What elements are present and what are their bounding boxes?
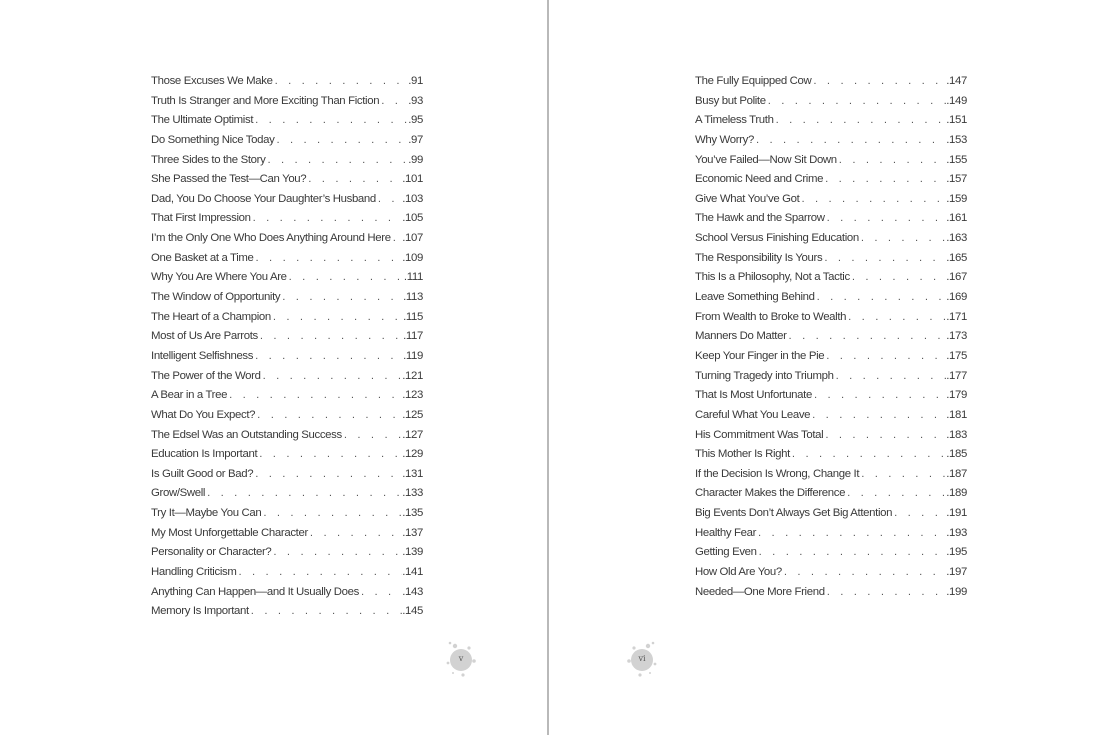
- toc-entry-page-number: .147: [946, 75, 967, 87]
- toc-entry-title: The Window of Opportunity: [151, 291, 281, 304]
- dot-leader: [227, 386, 402, 406]
- toc-entry-title: His Commitment Was Total: [695, 428, 824, 441]
- page-folio-right: [624, 640, 660, 680]
- toc-entry-title: Big Events Don’t Always Get Big Attention: [695, 507, 893, 520]
- toc-entry[interactable]: [695, 72, 967, 92]
- toc-entry-page-number: .191: [946, 507, 967, 520]
- toc-entry-page-number: .97: [408, 133, 423, 146]
- toc-entry[interactable]: [151, 445, 423, 465]
- toc-entry[interactable]: [151, 465, 423, 485]
- toc-entry-title: I’m the Only One Who Does Anything Around Here: [151, 232, 391, 245]
- page-number: vi: [638, 654, 646, 663]
- dot-leader: [308, 524, 402, 544]
- dot-leader: [271, 543, 402, 563]
- toc-entry-page-number: .163: [946, 232, 967, 245]
- toc-entry[interactable]: [151, 524, 423, 544]
- toc-entry-page-number: .169: [946, 291, 967, 304]
- toc-entry[interactable]: [151, 386, 423, 406]
- toc-entry-page-number: .107: [402, 232, 423, 245]
- dot-leader: [834, 367, 947, 387]
- toc-entry-page-number: .95: [408, 114, 423, 127]
- dot-leader: [280, 288, 403, 308]
- toc-entry-page-number: .157: [946, 173, 967, 186]
- toc-entry-page-number: .125: [402, 408, 423, 421]
- toc-entry[interactable]: [695, 543, 967, 563]
- dot-leader: [787, 327, 947, 347]
- toc-entry-page-number: .145: [402, 605, 423, 618]
- dot-leader: [790, 445, 946, 465]
- toc-entry-title: How Old Are You?: [695, 566, 782, 579]
- toc-entry-title: Those Excuses We Make: [151, 75, 273, 87]
- toc-entry-page-number: .173: [946, 330, 967, 343]
- toc-entry-title: Do Something Nice Today: [151, 133, 275, 146]
- page-folio-left: [443, 640, 479, 680]
- toc-entry-page-number: .105: [402, 212, 423, 225]
- toc-entry[interactable]: [151, 111, 423, 131]
- dot-leader: [287, 268, 404, 288]
- toc-entry-title: My Most Unforgettable Character: [151, 526, 308, 539]
- toc-entry[interactable]: [695, 445, 967, 465]
- toc-entry-page-number: .141: [402, 566, 423, 579]
- toc-list-right: [695, 72, 967, 602]
- toc-entry-title: Why You Are Where You Are: [151, 271, 287, 284]
- dot-leader: [757, 543, 947, 563]
- toc-entry[interactable]: [151, 268, 423, 288]
- toc-entry-title: That Is Most Unfortunate: [695, 389, 812, 402]
- toc-entry-title: Give What You’ve Got: [695, 192, 800, 205]
- toc-entry-page-number: .137: [402, 526, 423, 539]
- toc-entry-title: Dad, You Do Choose Your Daughter’s Husband: [151, 192, 376, 205]
- toc-entry-page-number: .179: [946, 389, 967, 402]
- dot-leader: [251, 209, 403, 229]
- toc-entry-page-number: .177: [946, 369, 967, 382]
- toc-entry[interactable]: [151, 484, 423, 504]
- toc-entry-title: The Heart of a Champion: [151, 310, 271, 323]
- toc-entry-page-number: .155: [946, 153, 967, 166]
- dot-leader: [859, 465, 946, 485]
- toc-entry[interactable]: [695, 268, 967, 288]
- toc-entry[interactable]: [695, 209, 967, 229]
- toc-entry-page-number: .131: [402, 467, 423, 480]
- toc-entry[interactable]: [151, 229, 423, 249]
- dot-leader: [265, 151, 408, 171]
- toc-entry-page-number: .159: [946, 192, 967, 205]
- toc-entry-title: Most of Us Are Parrots: [151, 330, 258, 343]
- toc-entry-title: Keep Your Finger in the Pie: [695, 349, 825, 362]
- toc-entry-page-number: .113: [403, 291, 423, 304]
- toc-entry-title: Busy but Polite: [695, 94, 766, 107]
- toc-entry-page-number: .91: [408, 75, 423, 87]
- dot-leader: [799, 190, 946, 210]
- dot-leader: [810, 406, 946, 426]
- toc-entry-page-number: .99: [408, 153, 423, 166]
- toc-entry[interactable]: [151, 327, 423, 347]
- toc-entry-title: Three Sides to the Story: [151, 153, 266, 166]
- dot-leader: [824, 347, 946, 367]
- toc-entry-title: She Passed the Test—Can You?: [151, 173, 307, 186]
- toc-entry-title: Is Guilt Good or Bad?: [151, 467, 254, 480]
- toc-entry[interactable]: [695, 484, 967, 504]
- toc-entry[interactable]: [151, 426, 423, 446]
- toc-entry-page-number: .187: [946, 467, 967, 480]
- toc-entry[interactable]: [151, 92, 423, 112]
- dot-leader: [845, 484, 946, 504]
- toc-entry-page-number: .181: [946, 408, 967, 421]
- dot-leader: [782, 563, 946, 583]
- toc-entry-title: You’ve Failed—Now Sit Down: [695, 153, 837, 166]
- toc-entry[interactable]: [151, 347, 423, 367]
- dot-leader: [811, 72, 946, 92]
- toc-entry[interactable]: [151, 209, 423, 229]
- toc-entry[interactable]: [695, 229, 967, 249]
- toc-entry-page-number: .135: [402, 507, 423, 520]
- toc-entry-title: Healthy Fear: [695, 526, 757, 539]
- toc-entry-title: Intelligent Selfishness: [151, 349, 254, 362]
- toc-entry[interactable]: [695, 111, 967, 131]
- toc-entry-title: From Wealth to Broke to Wealth: [695, 310, 847, 323]
- dot-leader: [837, 151, 946, 171]
- toc-entry-title: The Ultimate Optimist: [151, 114, 254, 127]
- dot-leader: [236, 563, 402, 583]
- toc-entry[interactable]: [695, 563, 967, 583]
- toc-entry[interactable]: [695, 406, 967, 426]
- toc-entry[interactable]: [695, 367, 967, 387]
- dot-leader: [850, 268, 946, 288]
- toc-entry[interactable]: [695, 190, 967, 210]
- toc-entry-page-number: .117: [403, 330, 423, 343]
- toc-entry-page-number: .151: [946, 114, 967, 127]
- toc-entry-title: Grow/Swell: [151, 487, 206, 500]
- toc-entry[interactable]: [151, 170, 423, 190]
- toc-entry-page-number: .171: [946, 310, 967, 323]
- toc-entry-title: Getting Even: [695, 546, 757, 559]
- dot-leader: [812, 386, 946, 406]
- toc-entry[interactable]: [151, 190, 423, 210]
- toc-entry-title: Manners Do Matter: [695, 330, 787, 343]
- toc-entry-title: What Do You Expect?: [151, 408, 256, 421]
- toc-entry-page-number: .127: [402, 428, 423, 441]
- toc-entry-page-number: .119: [403, 349, 423, 362]
- toc-entry-page-number: .161: [946, 212, 967, 225]
- toc-entry-title: Turning Tragedy into Triumph: [695, 369, 834, 382]
- page-number: v: [458, 654, 464, 663]
- left-page: [0, 0, 547, 735]
- toc-entry-page-number: .193: [946, 526, 967, 539]
- toc-entry-title: That First Impression: [151, 212, 251, 225]
- toc-entry[interactable]: [151, 131, 423, 151]
- toc-entry-title: Anything Can Happen—and It Usually Does: [151, 585, 359, 598]
- dot-leader: [205, 484, 402, 504]
- toc-entry[interactable]: [151, 151, 423, 171]
- dot-leader: [376, 190, 402, 210]
- toc-entry[interactable]: [151, 504, 423, 524]
- dot-leader: [391, 229, 403, 249]
- toc-entry-page-number: .195: [946, 546, 967, 559]
- toc-entry[interactable]: [695, 504, 967, 524]
- toc-entry-page-number: .103: [402, 192, 423, 205]
- dot-leader: [253, 347, 403, 367]
- toc-entry-title: The Power of the Word: [151, 369, 261, 382]
- toc-entry-page-number: .185: [946, 448, 967, 461]
- dot-leader: [756, 524, 946, 544]
- toc-entry-page-number: .111: [403, 271, 423, 284]
- toc-entry-page-number: .121: [402, 369, 423, 382]
- toc-entry[interactable]: [695, 308, 967, 328]
- toc-entry-page-number: .189: [946, 487, 967, 500]
- toc-entry-page-number: .167: [946, 271, 967, 284]
- toc-entry-title: Education Is Important: [151, 448, 258, 461]
- toc-entry[interactable]: [151, 72, 423, 92]
- dot-leader: [306, 170, 402, 190]
- toc-entry-title: A Timeless Truth: [695, 114, 774, 127]
- toc-entry[interactable]: [151, 367, 423, 387]
- dot-leader: [774, 111, 947, 131]
- toc-entry[interactable]: [695, 426, 967, 446]
- dot-leader: [258, 327, 403, 347]
- toc-entry-title: This Is a Philosophy, Not a Tactic: [695, 271, 850, 284]
- toc-entry-title: Economic Need and Crime: [695, 173, 824, 186]
- toc-entry-page-number: .123: [402, 389, 423, 402]
- toc-entry-page-number: .183: [946, 428, 967, 441]
- dot-leader: [253, 111, 408, 131]
- dot-leader: [261, 504, 402, 524]
- dot-leader: [825, 209, 947, 229]
- toc-entry[interactable]: [695, 583, 967, 603]
- dot-leader: [249, 602, 402, 622]
- toc-entry-page-number: .139: [402, 546, 423, 559]
- dot-leader: [823, 170, 946, 190]
- dot-leader: [379, 92, 408, 112]
- dot-leader: [892, 504, 946, 524]
- toc-entry-page-number: .143: [402, 585, 423, 598]
- toc-entry-page-number: .197: [946, 566, 967, 579]
- toc-entry-page-number: .101: [402, 173, 423, 186]
- toc-entry[interactable]: [151, 288, 423, 308]
- toc-entry[interactable]: [151, 308, 423, 328]
- dot-leader: [254, 249, 403, 269]
- dot-leader: [253, 465, 402, 485]
- toc-entry-title: The Edsel Was an Outstanding Success: [151, 428, 342, 441]
- toc-entry-title: A Bear in a Tree: [151, 389, 228, 402]
- toc-entry-page-number: .115: [403, 310, 423, 323]
- dot-leader: [815, 288, 947, 308]
- toc-entry-page-number: .165: [946, 251, 967, 264]
- toc-entry[interactable]: [695, 288, 967, 308]
- dot-leader: [257, 445, 402, 465]
- toc-entry-title: Character Makes the Difference: [695, 487, 846, 500]
- toc-entry-page-number: .93: [408, 94, 423, 107]
- dot-leader: [274, 131, 408, 151]
- toc-entry-title: The Responsibility Is Yours: [695, 251, 823, 264]
- dot-leader: [261, 367, 403, 387]
- toc-entry[interactable]: [695, 465, 967, 485]
- toc-entry-title: The Fully Equipped Cow: [695, 75, 812, 87]
- toc-entry[interactable]: [695, 386, 967, 406]
- toc-entry[interactable]: [151, 249, 423, 269]
- toc-entry[interactable]: [695, 327, 967, 347]
- toc-entry-page-number: .149: [946, 94, 967, 107]
- dot-leader: [822, 249, 946, 269]
- toc-entry-title: This Mother Is Right: [695, 448, 790, 461]
- toc-entry-title: Leave Something Behind: [695, 291, 815, 304]
- toc-entry-title: The Hawk and the Sparrow: [695, 212, 825, 225]
- dot-leader: [342, 426, 402, 446]
- toc-entry-page-number: .199: [946, 585, 967, 598]
- dot-leader: [255, 406, 402, 426]
- toc-entry-page-number: .133: [402, 487, 423, 500]
- toc-entry[interactable]: [695, 131, 967, 151]
- toc-entry[interactable]: [695, 249, 967, 269]
- dot-leader: [859, 229, 946, 249]
- dot-leader: [823, 426, 946, 446]
- toc-entry[interactable]: [151, 583, 423, 603]
- toc-entry[interactable]: [151, 543, 423, 563]
- toc-entry-title: If the Decision Is Wrong, Change It: [695, 467, 860, 480]
- dot-leader: [273, 72, 409, 92]
- toc-entry[interactable]: [151, 406, 423, 426]
- dot-leader: [359, 583, 402, 603]
- toc-entry[interactable]: [695, 170, 967, 190]
- toc-entry-title: One Basket at a Time: [151, 251, 254, 264]
- toc-entry-page-number: .175: [946, 349, 967, 362]
- toc-entry[interactable]: [151, 602, 423, 622]
- toc-entry-title: Why Worry?: [695, 133, 754, 146]
- toc-entry-title: Careful What You Leave: [695, 408, 811, 421]
- dot-leader: [766, 92, 946, 112]
- toc-entry-page-number: .129: [402, 448, 423, 461]
- dot-leader: [271, 308, 403, 328]
- right-page: [549, 0, 1098, 735]
- toc-entry-title: Try It—Maybe You Can: [151, 507, 262, 520]
- toc-entry-title: Needed—One More Friend: [695, 585, 825, 598]
- toc-entry[interactable]: [151, 563, 423, 583]
- toc-list-left: [151, 72, 423, 622]
- toc-entry-title: Personality or Character?: [151, 546, 272, 559]
- toc-entry[interactable]: [695, 151, 967, 171]
- dot-leader: [825, 583, 947, 603]
- toc-entry-page-number: .153: [946, 133, 967, 146]
- toc-entry-title: School Versus Finishing Education: [695, 232, 859, 245]
- dot-leader: [846, 308, 946, 328]
- dot-leader: [754, 131, 946, 151]
- toc-entry-page-number: .109: [402, 251, 423, 264]
- toc-entry-title: Truth Is Stranger and More Exciting Than Fiction: [151, 94, 380, 107]
- toc-entry[interactable]: [695, 524, 967, 544]
- toc-entry-title: Memory Is Important: [151, 605, 249, 618]
- toc-entry-title: Handling Criticism: [151, 566, 237, 579]
- toc-entry[interactable]: [695, 347, 967, 367]
- toc-entry[interactable]: [695, 92, 967, 112]
